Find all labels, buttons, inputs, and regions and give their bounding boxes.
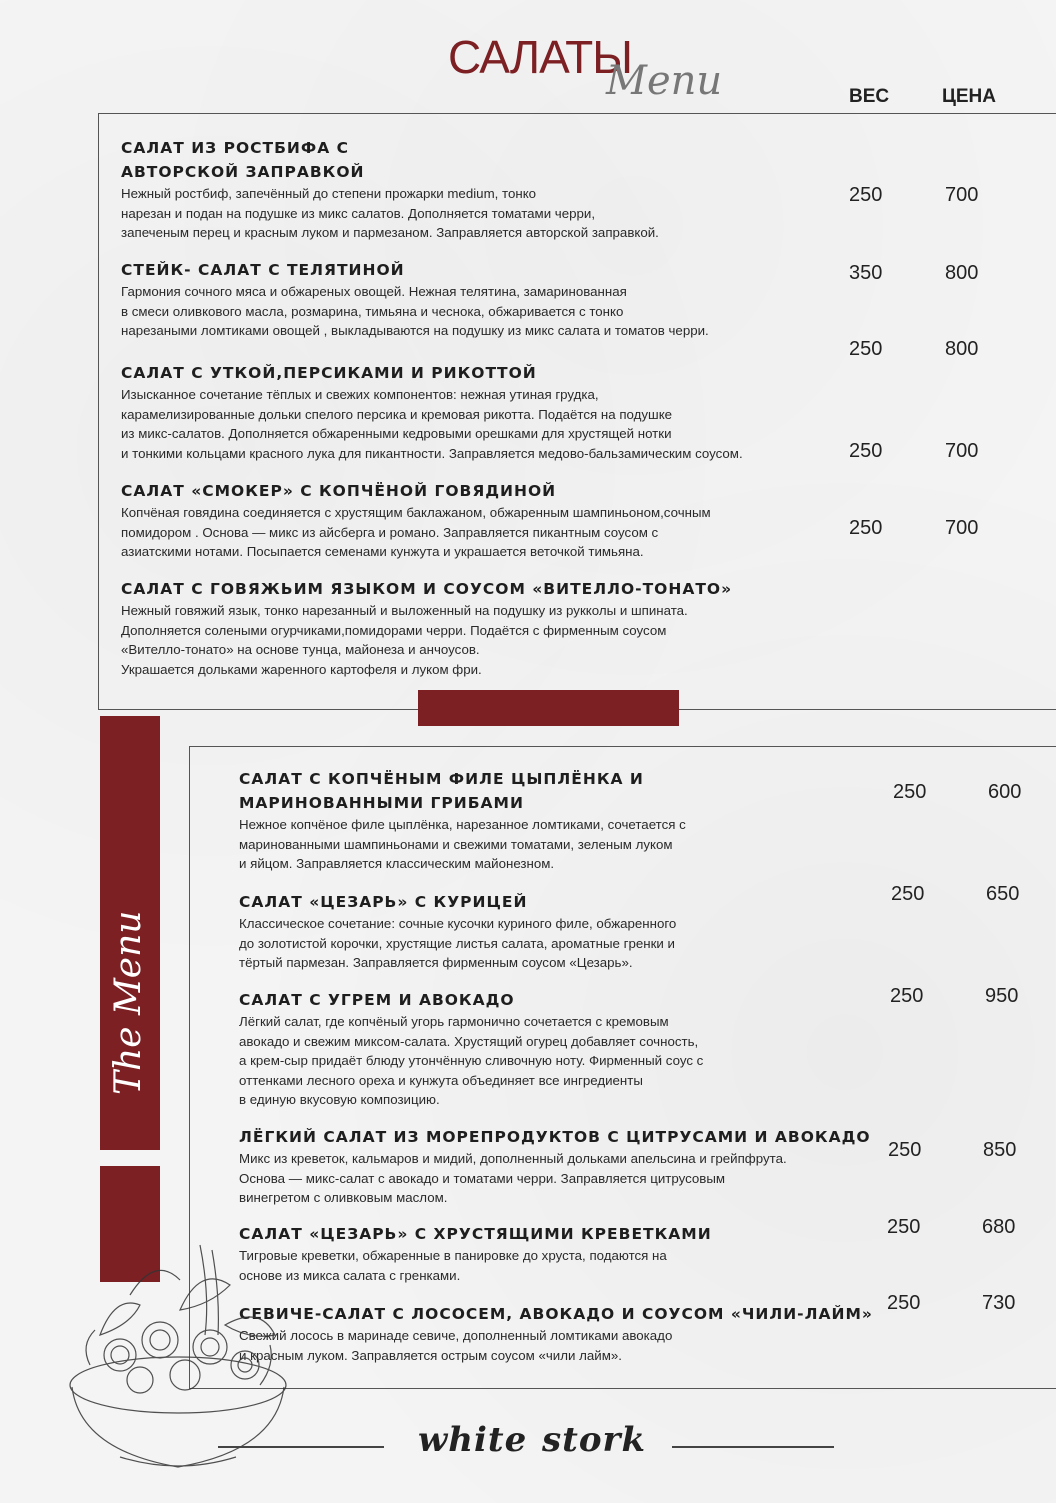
menu-item xyxy=(239,1222,879,1285)
item-price: 850 xyxy=(983,1139,1017,1161)
menu-item xyxy=(239,767,879,874)
item-weight: 250 xyxy=(849,517,883,539)
item-weight: 350 xyxy=(849,262,883,284)
item-price: 700 xyxy=(945,517,979,539)
item-description: Нежное копчёное филе цыплёнка, нарезанное ломтиками, сочетается с маринованными шампиньонами и свежими томатами, зеленым луком и яйцом. Заправляется классическим майонезном. xyxy=(239,817,686,872)
menu-item xyxy=(239,1125,879,1208)
item-price: 800 xyxy=(945,338,979,360)
item-weight: 250 xyxy=(887,1216,921,1238)
item-price: 680 xyxy=(982,1216,1016,1238)
item-description: Изысканное сочетание тёплых и свежих компонентов: нежная утиная грудка, карамелизированные дольки спелого персика и кремовая рикотта. Подаётся на подушке из микс-салатов. Дополняется обжаренными кедровыми орешками для хрустящей нотки и тонкими кольцами красного лука для пикантности. Заправляется медово-бальзамическим соусом. xyxy=(121,387,743,461)
decorative-red-bar xyxy=(418,690,679,726)
item-name: САЛАТ С КОПЧЁНЫМ ФИЛЕ ЦЫПЛЁНКА И МАРИНОВАННЫМИ ГРИБАМИ xyxy=(239,770,644,812)
item-weight: 250 xyxy=(849,184,883,206)
menu-script-label: Menu xyxy=(606,58,723,104)
footer-line-right xyxy=(672,1446,834,1448)
item-price: 650 xyxy=(986,883,1020,905)
item-description: Свежий лосось в маринаде севиче, дополненный ломтиками авокадо и красным луком. Заправляется острым соусом «чили лайм». xyxy=(239,1328,673,1363)
item-name: САЛАТ «СМОКЕР» С КОПЧЁНОЙ ГОВЯДИНОЙ xyxy=(121,482,557,500)
item-weight: 250 xyxy=(887,1292,921,1314)
brand-logo-right: stork xyxy=(542,1420,646,1460)
item-weight: 250 xyxy=(849,440,883,462)
item-weight: 250 xyxy=(888,1139,922,1161)
item-price: 800 xyxy=(945,262,979,284)
brand-logo-left: white xyxy=(418,1420,528,1460)
item-weight: 250 xyxy=(849,338,883,360)
menu-item xyxy=(239,988,879,1110)
page-title: САЛАТЫ xyxy=(448,31,632,83)
item-price: 730 xyxy=(982,1292,1016,1314)
menu-item xyxy=(121,361,841,463)
item-weight: 250 xyxy=(890,985,924,1007)
menu-item xyxy=(239,1302,879,1365)
menu-item xyxy=(121,577,841,679)
item-weight: 250 xyxy=(893,781,927,803)
item-name: САЛАТ С УТКОЙ,ПЕРСИКАМИ И РИКОТТОЙ xyxy=(121,364,537,382)
menu-item xyxy=(121,258,841,341)
item-description: Гармония сочного мяса и обжареных овощей. Нежная телятина, замаринованная в смеси оливкового масла, розмарина, тимьяна и чеснока, обжаривается с тонко нарезаными ломтиками овощей , выкладываются на подушку из микс салата и томатов черри. xyxy=(121,284,709,339)
item-name: СЕВИЧЕ-САЛАТ С ЛОСОСЕМ, АВОКАДО И СОУСОМ «ЧИЛИ-ЛАЙМ» xyxy=(239,1305,873,1323)
menu-item xyxy=(121,136,841,243)
price-column-header: ЦЕНА xyxy=(942,86,996,107)
item-price: 950 xyxy=(985,985,1019,1007)
item-name: САЛАТ С ГОВЯЖЬИМ ЯЗЫКОМ И СОУСОМ «ВИТЕЛЛО-ТОНАТО» xyxy=(121,580,733,598)
item-description: Нежный ростбиф, запечённый до степени прожарки medium, тонко нарезан и подан на подушке из микс салатов. Дополняется томатами черри, запеченым перец и красным луком и пармезаном. Заправляется авторской заправкой. xyxy=(121,186,659,241)
item-price: 700 xyxy=(945,184,979,206)
item-name: САЛАТ «ЦЕЗАРЬ» С КУРИЦЕЙ xyxy=(239,893,528,911)
item-price: 600 xyxy=(988,781,1022,803)
item-description: Копчёная говядина соединяется с хрустящим баклажаном, обжаренным шампиньоном,сочным помидором . Основа — микс из айсберга и романо. Заправляется пикантным соусом с азиатскими нотами. Посыпается семенами кунжута и украшается веточкой тимьяна. xyxy=(121,505,711,560)
item-price: 700 xyxy=(945,440,979,462)
item-description: Тигровые креветки, обжаренные в панировке до хруста, подаются на основе из микса салата с гренками. xyxy=(239,1248,667,1283)
item-name: САЛАТ «ЦЕЗАРЬ» С ХРУСТЯЩИМИ КРЕВЕТКАМИ xyxy=(239,1225,712,1243)
item-name: САЛАТ С УГРЕМ И АВОКАДО xyxy=(239,991,515,1009)
item-name: ЛЁГКИЙ САЛАТ ИЗ МОРЕПРОДУКТОВ С ЦИТРУСАМИ И АВОКАДО xyxy=(239,1128,871,1146)
side-menu-label: The Menu xyxy=(108,910,149,1095)
item-weight: 250 xyxy=(891,883,925,905)
weight-column-header: ВЕС xyxy=(849,86,890,107)
salad-bowl-illustration xyxy=(60,1235,290,1485)
item-name: СТЕЙК- САЛАТ С ТЕЛЯТИНОЙ xyxy=(121,261,405,279)
item-description: Нежный говяжий язык, тонко нарезанный и выложенный на подушку из рукколы и шпината. Дополняется солеными огурчиками,помидорами черри. Подаётся с фирменным соусом «Вителло-тонато» на основе тунца, майонеза и анчоусов. Украшается дольками жаренного картофеля и луком фри. xyxy=(121,603,688,677)
item-description: Лёгкий салат, где копчёный угорь гармонично сочетается с кремовым авокадо и свежим миксом-салата. Хрустящий огурец добавляет сочность, а крем-сыр придаёт блюду утончённую сливочную ноту. Фирменный соус с оттенками лесного ореха и кунжута объединяет все ингредиенты в единую вкусовую композицию. xyxy=(239,1014,704,1108)
menu-item xyxy=(121,479,841,562)
menu-item xyxy=(239,890,879,973)
item-name: САЛАТ ИЗ РОСТБИФА С АВТОРСКОЙ ЗАПРАВКОЙ xyxy=(121,139,365,181)
item-description: Микс из креветок, кальмаров и мидий, дополненный дольками апельсина и грейпфрута. Основа — микс-салат с авокадо и томатами черри. Заправляется цитрусовым винегретом с оливковым маслом. xyxy=(239,1151,787,1206)
item-description: Классическое сочетание: сочные кусочки куриного филе, обжаренного до золотистой корочки, хрустящие листья салата, ароматные гренки и тёртый пармезан. Заправляется фирменным соусом «Цезарь». xyxy=(239,916,677,971)
footer-line-left xyxy=(218,1446,384,1448)
